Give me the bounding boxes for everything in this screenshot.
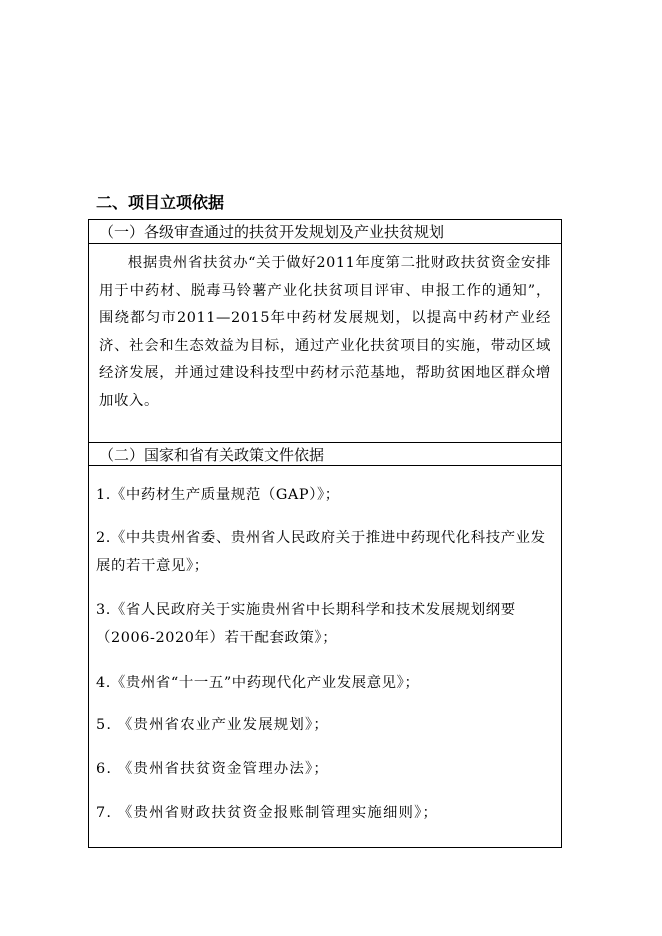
subsection-1-title: （一）各级审查通过的扶贫开发规划及产业扶贫规划 (89, 220, 561, 244)
list-item: 1.《中药材生产质量规范（GAP）》； (96, 487, 340, 503)
list-item: 2.《中共贵州省委、贵州省人民政府关于推进中药现代化科技产业发展的若干意见》； (96, 530, 546, 574)
subsection-2-title: （二）国家和省有关政策文件依据 (89, 442, 561, 466)
section-heading: 二、项目立项依据 (96, 193, 225, 212)
list-item: 7. 《贵州省财政扶贫资金报账制管理实施细则》； (96, 805, 439, 821)
subsection-1-paragraph: 根据贵州省扶贫办“关于做好2011年度第二批财政扶贫资金安排用于中药材、脱毒马铃薯产业化扶贫项目评审、申报工作的通知”，围绕都匀市2011—2015年中药材发展规划，以提高中药材产业经济、社会和生态效益为目标，通过产业化扶贫项目的实施，带动区域经济发展，并通过建设科技型中药材示范基地，帮助贫困地区群众增加收入。 (99, 255, 551, 409)
basis-table (88, 219, 562, 848)
list-item: 5. 《贵州省农业产业发展规划》； (96, 717, 329, 733)
list-item: 6. 《贵州省扶贫资金管理办法》； (96, 761, 329, 777)
list-item: 3.《省人民政府关于实施贵州省中长期科学和技术发展规划纲要（2006-2020年）若干配套政策》； (96, 602, 516, 646)
list-item: 4.《贵州省“十一五”中药现代化产业发展意见》； (96, 675, 420, 691)
